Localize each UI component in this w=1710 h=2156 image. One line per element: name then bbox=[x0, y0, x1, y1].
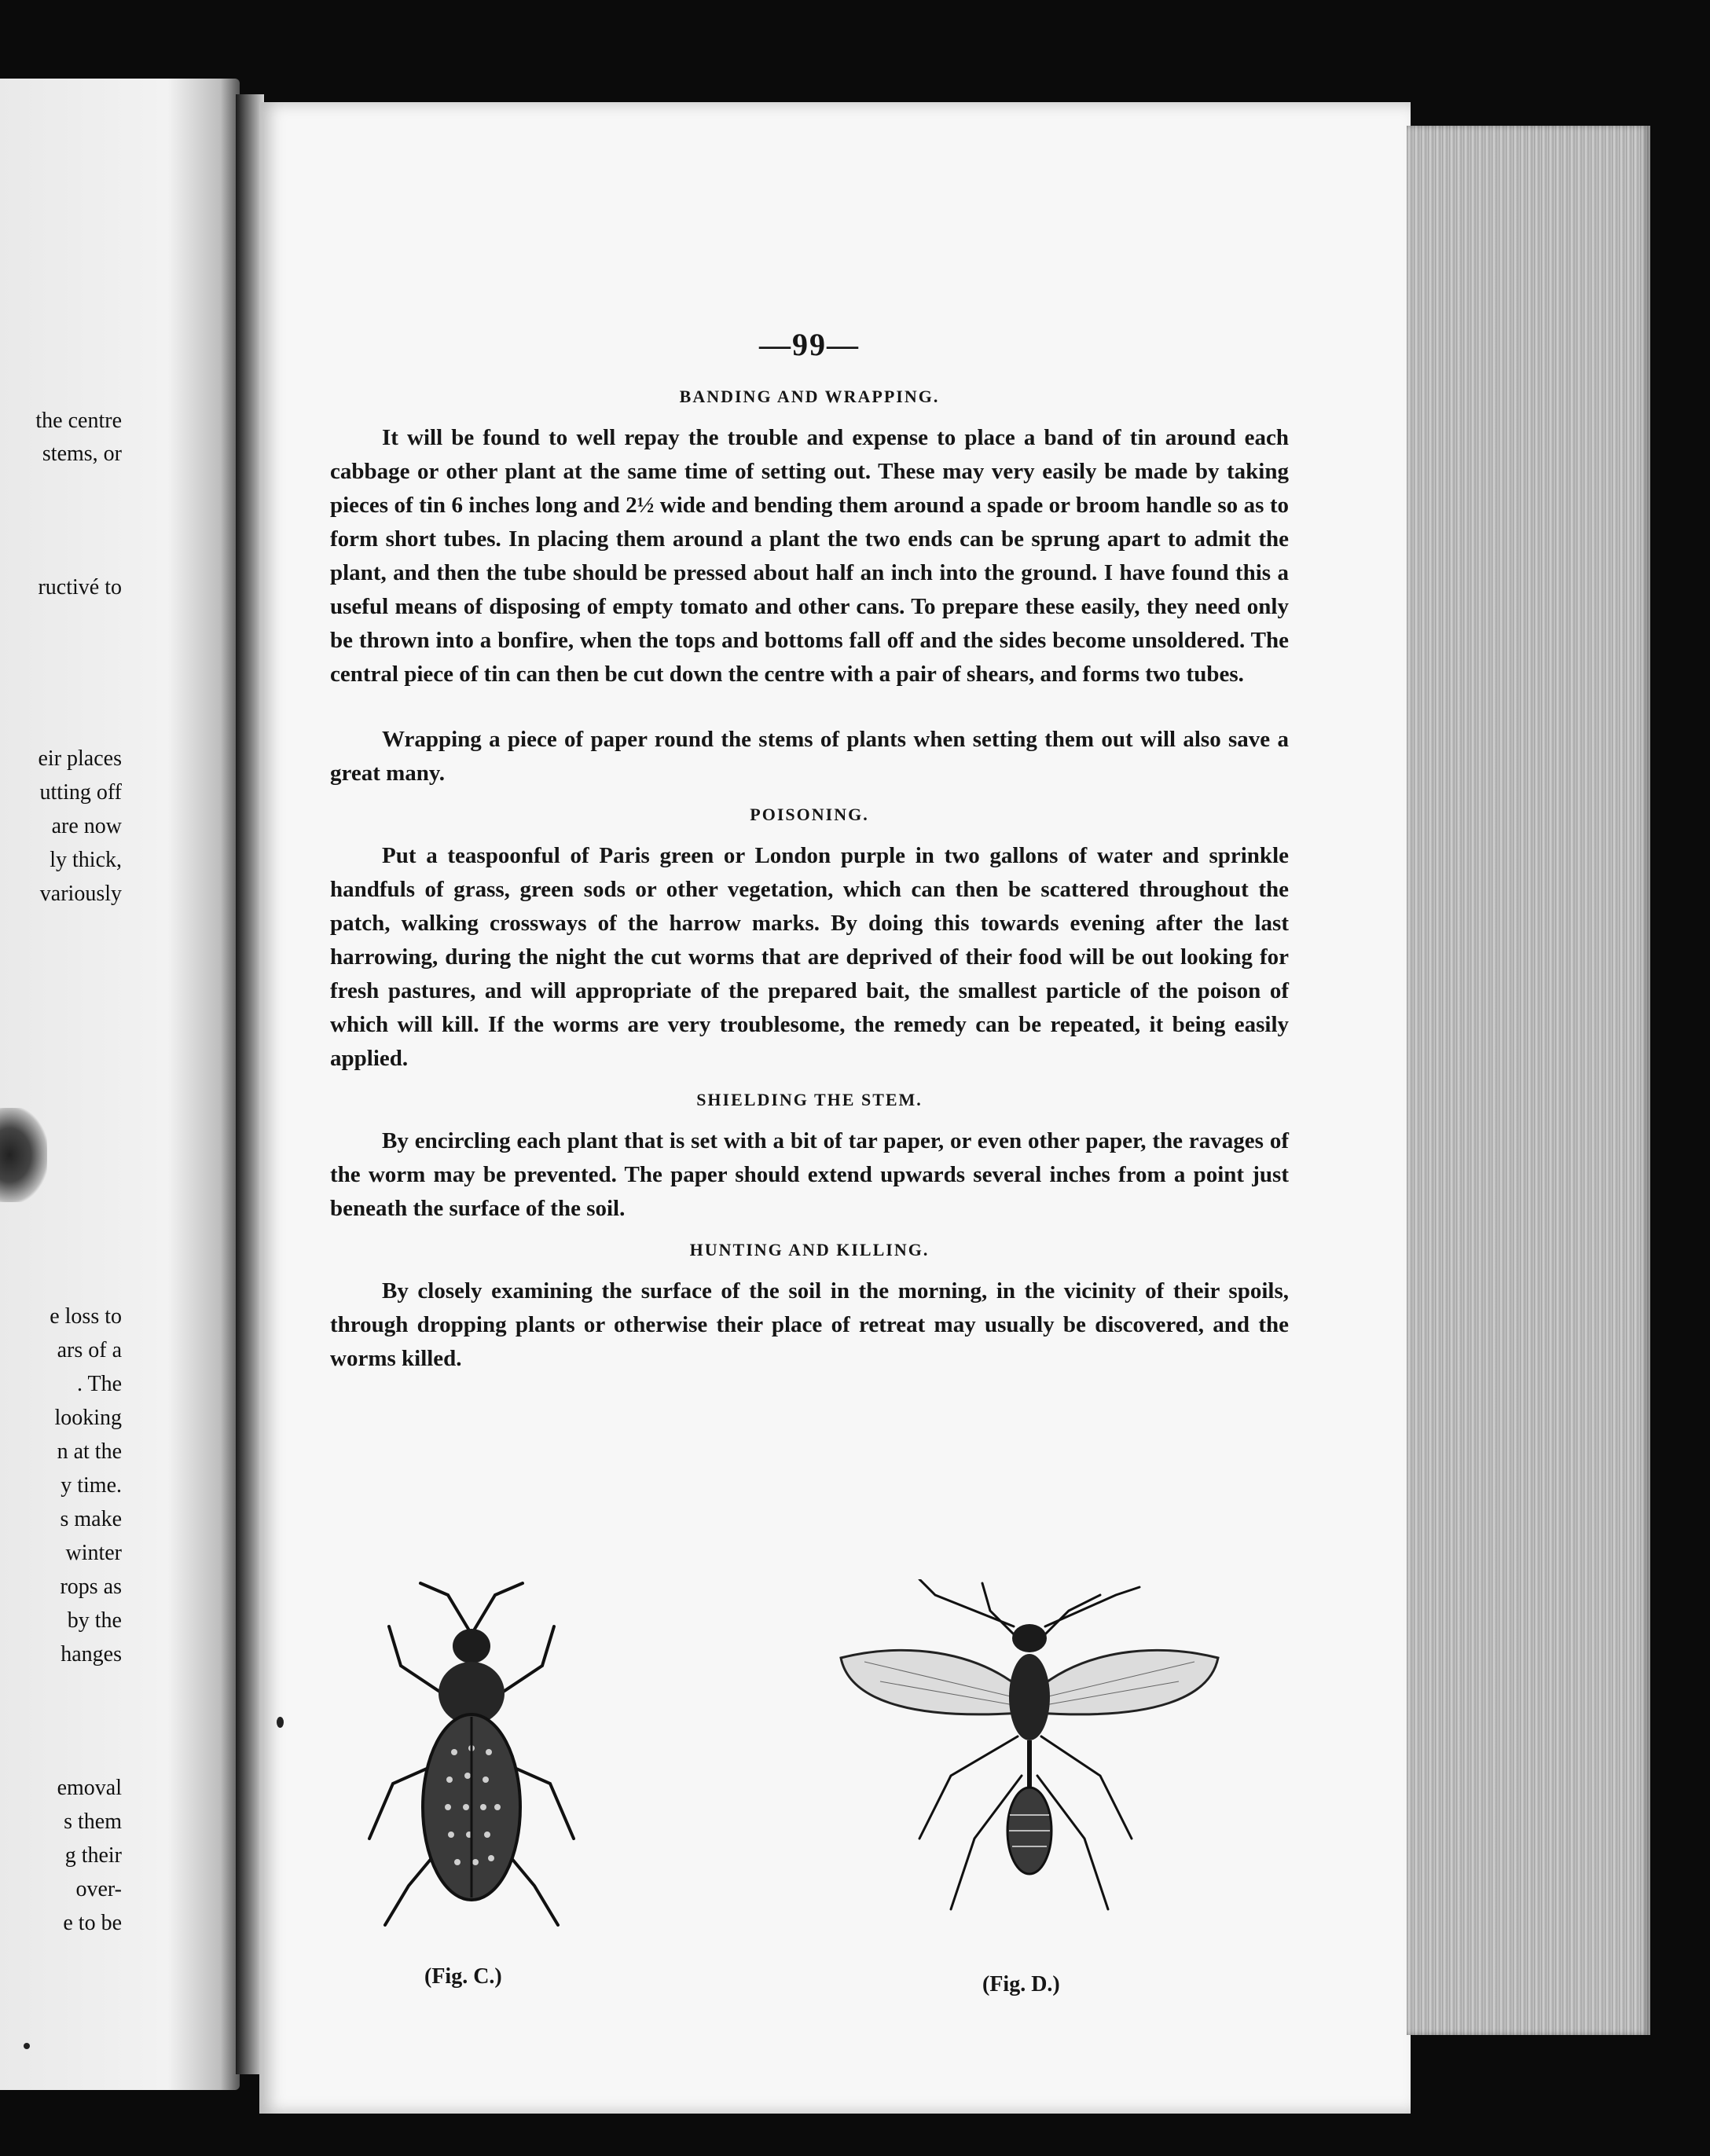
left-page-line: emoval bbox=[57, 1776, 122, 1800]
left-page-line: utting off bbox=[39, 780, 122, 805]
left-page-line: ly thick, bbox=[50, 848, 122, 872]
left-page-line: n at the bbox=[57, 1439, 122, 1464]
paragraph-banding: It will be found to well repay the trouble and expense to place a band of tin around each cabbage or other plant at the same time of setting out. These may very easily be made by taking pieces of tin 6 inches long and 2½ wide and bending them around a spade or broom handle so as to form short tubes. In placing them around a plant the two ends can be sprung apart to admit the plant, and then the tube should be pressed about half an inch into the ground. I have found this a useful means of disposing of empty tomato and other cans. To prepare these easily, they need only be thrown into a bonfire, when the tops and bottoms fall off and the sides become unsoldered. The central piece of tin can then be cut down the centre with a pair of shears, and forms two tubes. bbox=[330, 425, 1289, 687]
ink-speck bbox=[277, 1717, 284, 1728]
page-content bbox=[330, 326, 1289, 1390]
left-page-line: s make bbox=[60, 1507, 122, 1531]
left-page-line: rops as bbox=[60, 1575, 122, 1599]
left-page-line: looking bbox=[54, 1406, 122, 1430]
left-page-line: winter bbox=[65, 1541, 122, 1565]
page-block-edge bbox=[1407, 126, 1650, 2035]
section-heading-poisoning: POISONING. bbox=[750, 805, 869, 824]
figures-area bbox=[330, 1579, 1289, 2004]
left-facing-page bbox=[0, 79, 240, 2090]
beetle-illustration bbox=[354, 1579, 589, 1941]
ink-speck bbox=[24, 2043, 30, 2049]
left-page-line: g their bbox=[64, 1843, 122, 1868]
paragraph-hunting: By closely examining the surface of the soil in the morning, in the vicinity of their spoils, through dropping plants or otherwise their place of retreat may usually be discovered, and the worms killed. bbox=[330, 1278, 1289, 1371]
left-page-line: s them bbox=[64, 1810, 122, 1834]
left-page-line: . The bbox=[76, 1372, 122, 1396]
left-page-line: are now bbox=[51, 814, 122, 838]
left-page-line: hanges bbox=[61, 1642, 122, 1666]
wasp-illustration bbox=[833, 1579, 1226, 1941]
paragraph-poisoning: Put a teaspoonful of Paris green or London purple in two gallons of water and sprinkle handfuls of grass, green sods or other vegetation, which can then be scattered throughout the patch, walking crossways of the harrow marks. By doing this towards evening after the last harrowing, during the night the cut worms that are deprived of their food will be out looking for fresh pastures, and will appropriate of the prepared bait, the smallest particle of the poison of which will kill. If the worms are very troublesome, the remedy can be repeated, it being easily applied. bbox=[330, 843, 1289, 1071]
left-page-line: e to be bbox=[63, 1911, 122, 1935]
figure-caption-d: (Fig. D.) bbox=[982, 1972, 1060, 1996]
left-page-line: by the bbox=[67, 1608, 122, 1633]
left-page-illustration-fragment bbox=[0, 1108, 47, 1202]
paragraph-wrapping: Wrapping a piece of paper round the stems of plants when setting them out will also save a great many. bbox=[330, 727, 1289, 786]
figure-caption-c: (Fig. C.) bbox=[424, 1964, 502, 1989]
left-page-line: stems, or bbox=[42, 442, 122, 466]
left-page-line: the centre bbox=[35, 409, 122, 433]
left-page-line: eir places bbox=[38, 746, 122, 771]
section-heading-shielding: SHIELDING THE STEM. bbox=[696, 1090, 923, 1109]
left-page-line: variously bbox=[39, 882, 122, 906]
paragraph-shielding: By encircling each plant that is set with a bit of tar paper, or even other paper, the ravages of the worm may be prevented. The paper should extend upwards several inches from a point just beneath the surface of the soil. bbox=[330, 1128, 1289, 1221]
section-heading-banding: BANDING AND WRAPPING. bbox=[679, 387, 940, 406]
section-heading-hunting: HUNTING AND KILLING. bbox=[689, 1240, 930, 1260]
page-number: —99— bbox=[759, 327, 860, 362]
left-page-line: over- bbox=[75, 1877, 122, 1901]
left-page-line: ructivé to bbox=[38, 575, 122, 600]
left-page-line: e loss to bbox=[50, 1304, 122, 1329]
left-page-line: ars of a bbox=[57, 1338, 122, 1362]
left-page-line: y time. bbox=[61, 1473, 122, 1498]
